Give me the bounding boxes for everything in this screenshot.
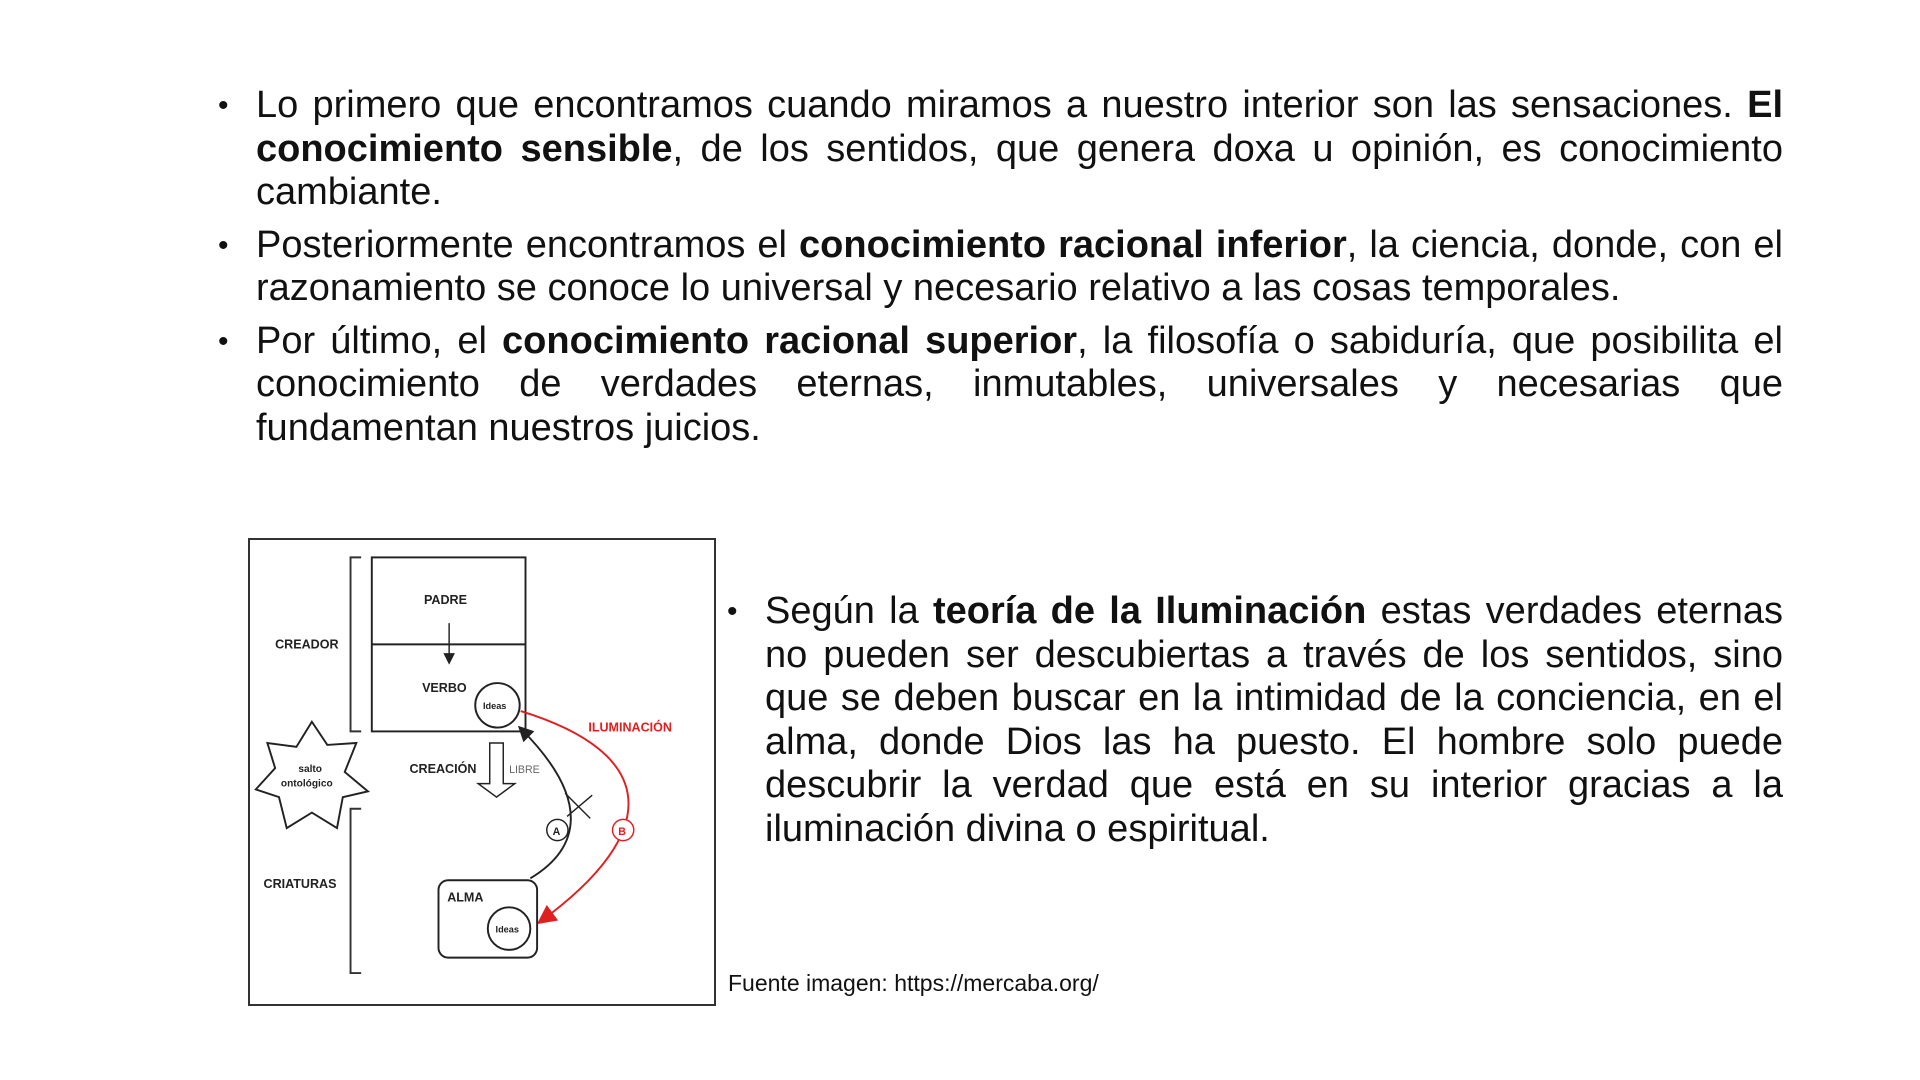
image-source-caption: Fuente imagen: https://mercaba.org/ [728,970,1099,996]
bullet-dot: • [218,89,229,122]
bullet-sensible: • Lo primero que encontramos cuando miramos a nuestro interior son las sensaciones. El conocimiento sensible, de los sentidos, que genera doxa u opinión, es conocimiento cambiante. [218,84,1783,213]
svg-text:A: A [552,825,561,838]
libre-label: LIBRE [509,763,540,776]
bullet-list [218,84,1783,459]
svg-text:ontológico: ontológico [280,778,333,790]
creador-bracket [351,557,362,731]
path-a-curve [521,729,571,879]
bullet-racional-superior: • Por último, el conocimiento racional superior, la filosofía o sabiduría, que posibilita el conocimiento de verdades eternas, inmutables, universales y necesarias que fundamentan nuestros juicios. [218,319,1783,449]
creador-label: CREADOR [275,637,339,652]
svg-text:Ideas: Ideas [495,924,520,935]
criaturas-bracket [351,809,362,973]
bullet-racional-inferior: • Posteriormente encontramos el conocimiento racional inferior, la ciencia, donde, con el razonamiento se conoce lo universal y necesario relativo a las cosas temporales. [218,223,1784,309]
alma-label: ALMA [447,890,484,905]
keyword: conocimiento racional superior [502,319,1078,362]
illumination-diagram [248,538,716,1006]
bullet-dot: • [218,324,229,358]
creacion-label: CREACIÓN [409,761,477,776]
bullet-dot: • [727,595,738,628]
svg-text:B: B [618,825,626,838]
keyword: El conocimiento sensible [256,84,1783,170]
keyword: conocimiento racional inferior [799,223,1347,266]
criaturas-label: CRIATURAS [263,877,337,891]
svg-text:Ideas: Ideas [482,701,507,712]
keyword: teoría de la Iluminación [932,590,1367,632]
svg-text:salto: salto [298,764,322,775]
padre-label: PADRE [424,592,467,607]
verbo-label: VERBO [422,680,467,695]
iluminacion-label: ILUMINACIÓN [588,720,672,735]
iluminacion-bullet: • Según la teoría de la Iluminación estas verdades eternas no pueden ser descubiertas a través de los sentidos, sino que se deben buscar en la intimidad de la conciencia, en el alma, donde Dios las ha puesto. El hombre solo puede descubrir la verdad que está en su interior gracias a la iluminación divina o espiritual. [727,590,1783,850]
bullet-dot: • [218,228,229,262]
